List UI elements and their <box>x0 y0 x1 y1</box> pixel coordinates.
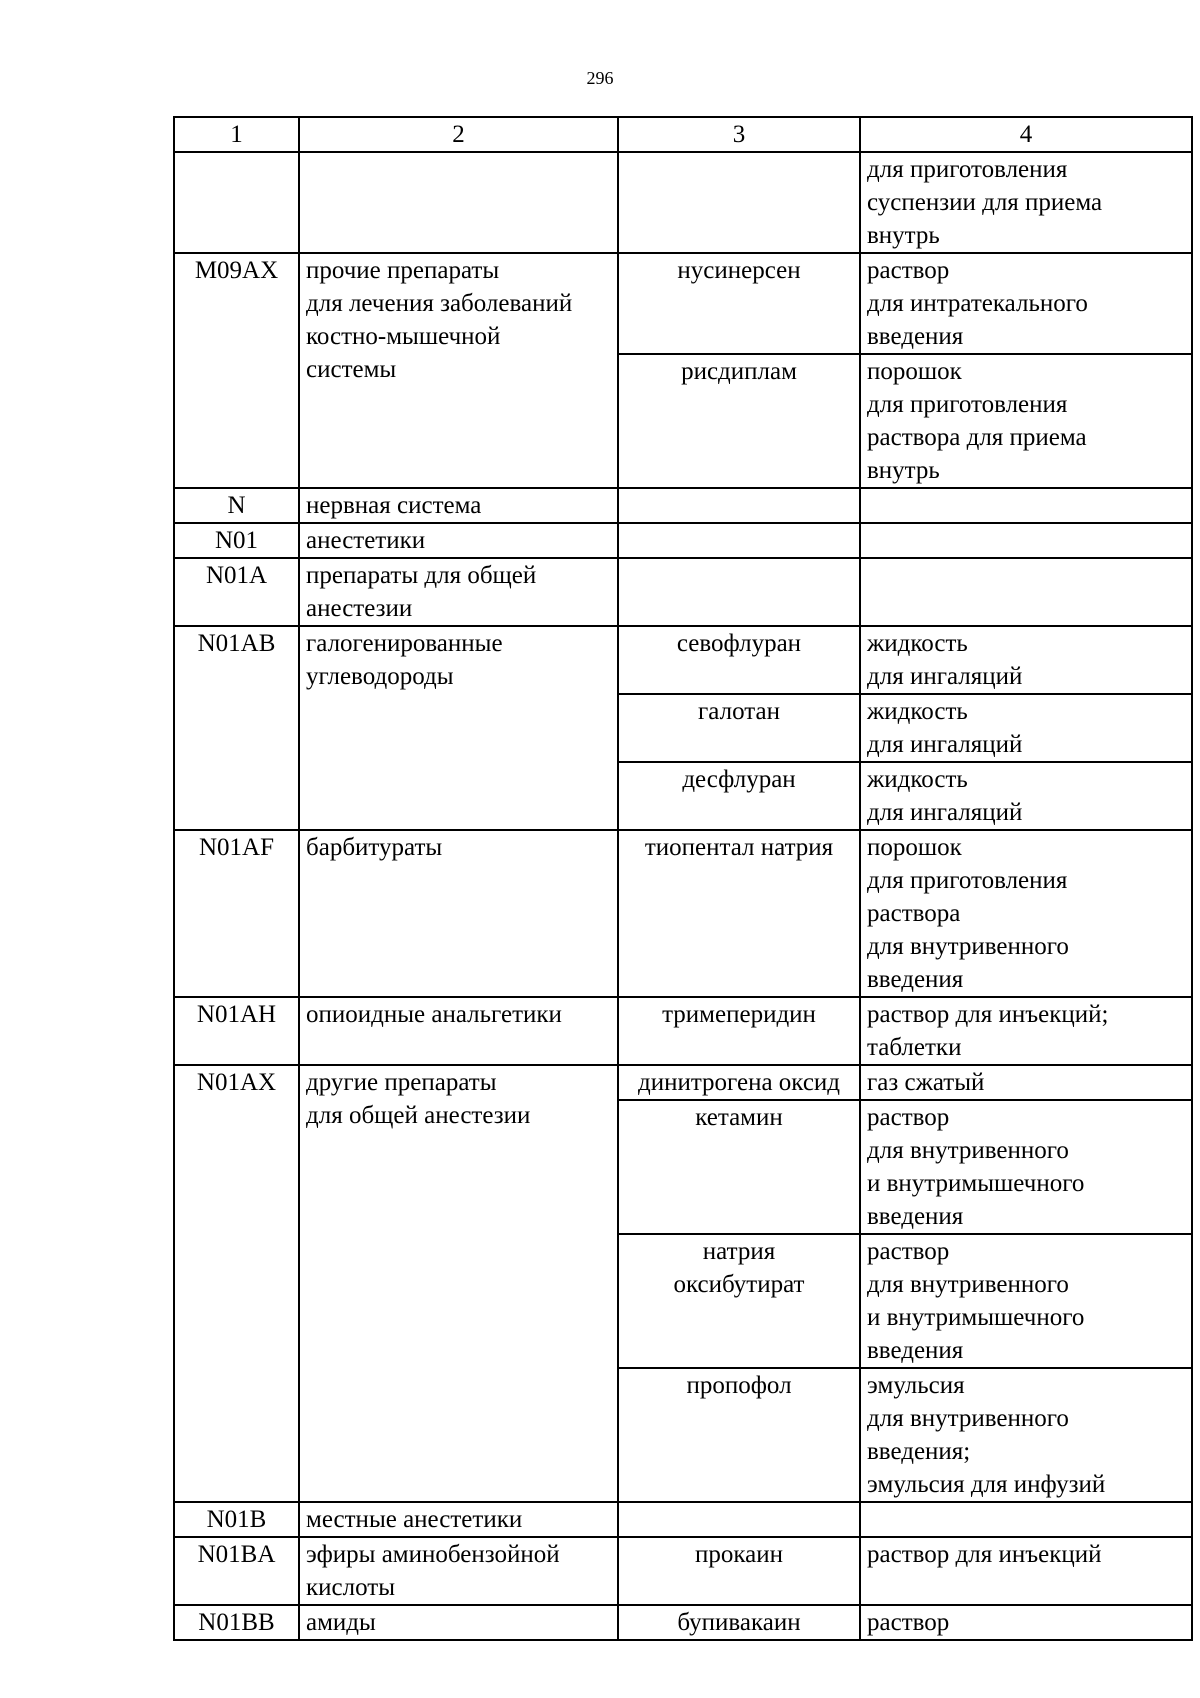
cell-text-line: другие препараты <box>306 1069 497 1096</box>
cell-text-line: введения; <box>867 1438 971 1465</box>
drug-name-cell <box>618 1502 860 1537</box>
cell-text-line: анестезии <box>306 595 413 622</box>
atc-code-cell <box>174 830 299 997</box>
cell-text-line: тиопентал натрия <box>644 834 834 861</box>
cell-text-line: для приготовления <box>867 867 1068 894</box>
drug-name-cell <box>618 1537 860 1605</box>
drug-name-cell <box>618 1234 860 1368</box>
cell-text-line: углеводороды <box>306 663 454 690</box>
dosage-form-cell <box>860 1368 1192 1502</box>
cell-text-line: для приготовления <box>867 391 1068 418</box>
atc-code-cell <box>174 1502 299 1537</box>
table-row <box>174 830 1192 997</box>
drug-name-cell <box>618 1065 860 1100</box>
atc-code-cell <box>174 152 299 253</box>
dosage-form-cell <box>860 488 1192 523</box>
group-name-cell <box>299 488 618 523</box>
cell-text-line: для интратекального <box>867 290 1088 317</box>
dosage-form-cell <box>860 354 1192 488</box>
cell-text-line: эмульсия для инфузий <box>867 1471 1106 1498</box>
cell-text-line: порошок <box>867 358 962 385</box>
cell-text-line: костно-мышечной <box>306 323 501 350</box>
table-row <box>174 558 1192 626</box>
group-name-cell <box>299 1537 618 1605</box>
cell-text-line: N01AF <box>198 834 274 861</box>
drug-name-cell <box>618 1368 860 1502</box>
cell-text-line: галотан <box>698 698 780 725</box>
drug-name-cell <box>618 488 860 523</box>
cell-text-line: раствор <box>867 1609 950 1636</box>
group-name-cell <box>299 558 618 626</box>
cell-text-line: M09AX <box>194 257 279 284</box>
dosage-form-cell <box>860 1502 1192 1537</box>
drug-name-cell <box>618 253 860 354</box>
cell-text-line: раствор <box>867 257 950 284</box>
header-row <box>174 117 1192 152</box>
cell-text-line: динитрогена оксид <box>637 1069 841 1096</box>
cell-text-line: внутрь <box>867 457 940 484</box>
drug-name-cell <box>618 152 860 253</box>
cell-text-line: для внутривенного <box>867 1137 1069 1164</box>
cell-text-line: опиоидные анальгетики <box>306 1001 562 1028</box>
dosage-form-cell <box>860 997 1192 1065</box>
cell-text-line: внутрь <box>867 222 940 249</box>
cell-text-line: десфлуран <box>682 766 796 793</box>
cell-text-line: и внутримышечного <box>867 1304 1085 1331</box>
cell-text-line: раствора <box>867 900 961 927</box>
cell-text-line: для ингаляций <box>867 731 1023 758</box>
cell-text-line: для ингаляций <box>867 663 1023 690</box>
cell-text-line: для внутривенного <box>867 1405 1069 1432</box>
cell-text-line: раствор <box>867 1104 950 1131</box>
atc-code-cell <box>174 1605 299 1640</box>
cell-text-line: прочие препараты <box>306 257 500 284</box>
drug-name-cell <box>618 830 860 997</box>
dosage-form-cell <box>860 152 1192 253</box>
cell-text-line: раствор для инъекций; <box>867 1001 1109 1028</box>
dosage-form-cell <box>860 523 1192 558</box>
table-row <box>174 152 1192 253</box>
group-name-cell <box>299 523 618 558</box>
atc-code-cell <box>174 523 299 558</box>
cell-text-line: местные анестетики <box>306 1506 523 1533</box>
cell-text-line: N01B <box>206 1506 267 1533</box>
table-row <box>174 1605 1192 1640</box>
cell-text-line: N01BA <box>197 1541 276 1568</box>
group-name-cell <box>299 626 618 830</box>
dosage-form-cell <box>860 1100 1192 1234</box>
column-header: 4 <box>860 117 1192 152</box>
cell-text-line: нусинерсен <box>677 257 801 284</box>
drug-table <box>173 116 1193 1641</box>
atc-code-cell <box>174 1537 299 1605</box>
drug-name-cell <box>618 1605 860 1640</box>
cell-text-line: для приготовления <box>867 156 1068 183</box>
drug-name-cell <box>618 626 860 694</box>
cell-text-line: порошок <box>867 834 962 861</box>
table-row <box>174 997 1192 1065</box>
dosage-form-cell <box>860 558 1192 626</box>
cell-text-line: для ингаляций <box>867 799 1023 826</box>
drug-name-cell <box>618 694 860 762</box>
cell-text-line: жидкость <box>867 698 968 725</box>
cell-text-line: севофлуран <box>676 630 802 657</box>
atc-code-cell <box>174 558 299 626</box>
cell-text-line: газ сжатый <box>867 1069 985 1096</box>
dosage-form-cell <box>860 694 1192 762</box>
cell-text-line: для внутривенного <box>867 933 1069 960</box>
atc-code-cell <box>174 253 299 488</box>
cell-text-line: введения <box>867 966 964 993</box>
cell-text-line: амиды <box>306 1609 376 1636</box>
cell-text-line: анестетики <box>306 527 426 554</box>
table-row <box>174 488 1192 523</box>
cell-text-line: системы <box>306 356 397 383</box>
cell-text-line: для лечения заболеваний <box>306 290 573 317</box>
cell-text-line: N01AX <box>196 1069 277 1096</box>
page-number: 296 <box>586 68 614 88</box>
drug-name-cell <box>618 354 860 488</box>
cell-text-line: N <box>227 492 246 519</box>
cell-text-line: N01A <box>205 562 268 589</box>
cell-text-line: введения <box>867 1203 964 1230</box>
cell-text-line: препараты для общей <box>306 562 537 589</box>
cell-text-line: суспензии для приема <box>867 189 1103 216</box>
dosage-form-cell <box>860 1234 1192 1368</box>
cell-text-line: пропофол <box>686 1372 792 1399</box>
cell-text-line: эфиры аминобензойной <box>306 1541 560 1568</box>
cell-text-line: введения <box>867 323 964 350</box>
table-row <box>174 1065 1192 1100</box>
dosage-form-cell <box>860 762 1192 830</box>
dosage-form-cell <box>860 1537 1192 1605</box>
cell-text-line: раствор <box>867 1238 950 1265</box>
cell-text-line: N01AH <box>196 1001 277 1028</box>
cell-text-line: эмульсия <box>867 1372 965 1399</box>
cell-text-line: натрия <box>702 1238 776 1265</box>
cell-text-line: кислоты <box>306 1574 395 1601</box>
drug-name-cell <box>618 997 860 1065</box>
drug-name-cell <box>618 523 860 558</box>
group-name-cell <box>299 830 618 997</box>
cell-text-line: для общей анестезии <box>306 1102 531 1129</box>
cell-text-line: жидкость <box>867 766 968 793</box>
cell-text-line: N01 <box>214 527 259 554</box>
dosage-form-cell <box>860 830 1192 997</box>
column-header: 1 <box>174 117 299 152</box>
table-row <box>174 1502 1192 1537</box>
cell-text-line: галогенированные <box>306 630 503 657</box>
dosage-form-cell <box>860 1065 1192 1100</box>
dosage-form-cell <box>860 1605 1192 1640</box>
dosage-form-cell <box>860 253 1192 354</box>
cell-text-line: N01AB <box>197 630 276 657</box>
cell-text-line: прокаин <box>694 1541 783 1568</box>
group-name-cell <box>299 1502 618 1537</box>
column-header: 3 <box>618 117 860 152</box>
drug-name-cell <box>618 762 860 830</box>
atc-code-cell <box>174 626 299 830</box>
cell-text-line: барбитураты <box>306 834 443 861</box>
column-header: 2 <box>299 117 618 152</box>
cell-text-line: введения <box>867 1337 964 1364</box>
dosage-form-cell <box>860 626 1192 694</box>
table-row <box>174 626 1192 694</box>
drug-name-cell <box>618 558 860 626</box>
atc-code-cell <box>174 1065 299 1502</box>
cell-text-line: раствор для инъекций <box>867 1541 1102 1568</box>
cell-text-line: нервная система <box>306 492 482 519</box>
table-row <box>174 1537 1192 1605</box>
group-name-cell <box>299 152 618 253</box>
cell-text-line: раствора для приема <box>867 424 1087 451</box>
cell-text-line: и внутримышечного <box>867 1170 1085 1197</box>
atc-code-cell <box>174 997 299 1065</box>
cell-text-line: для внутривенного <box>867 1271 1069 1298</box>
cell-text-line: оксибутират <box>673 1271 805 1298</box>
cell-text-line: бупивакаин <box>677 1609 801 1636</box>
group-name-cell <box>299 1605 618 1640</box>
group-name-cell <box>299 1065 618 1502</box>
cell-text-line: тримеперидин <box>662 1001 816 1028</box>
atc-code-cell <box>174 488 299 523</box>
group-name-cell <box>299 253 618 488</box>
cell-text-line: кетамин <box>695 1104 783 1131</box>
group-name-cell <box>299 997 618 1065</box>
drug-name-cell <box>618 1100 860 1234</box>
cell-text-line: N01BB <box>198 1609 275 1636</box>
cell-text-line: рисдиплам <box>681 358 797 385</box>
cell-text-line: таблетки <box>867 1034 962 1061</box>
table-row <box>174 523 1192 558</box>
table-row <box>174 253 1192 354</box>
cell-text-line: жидкость <box>867 630 968 657</box>
